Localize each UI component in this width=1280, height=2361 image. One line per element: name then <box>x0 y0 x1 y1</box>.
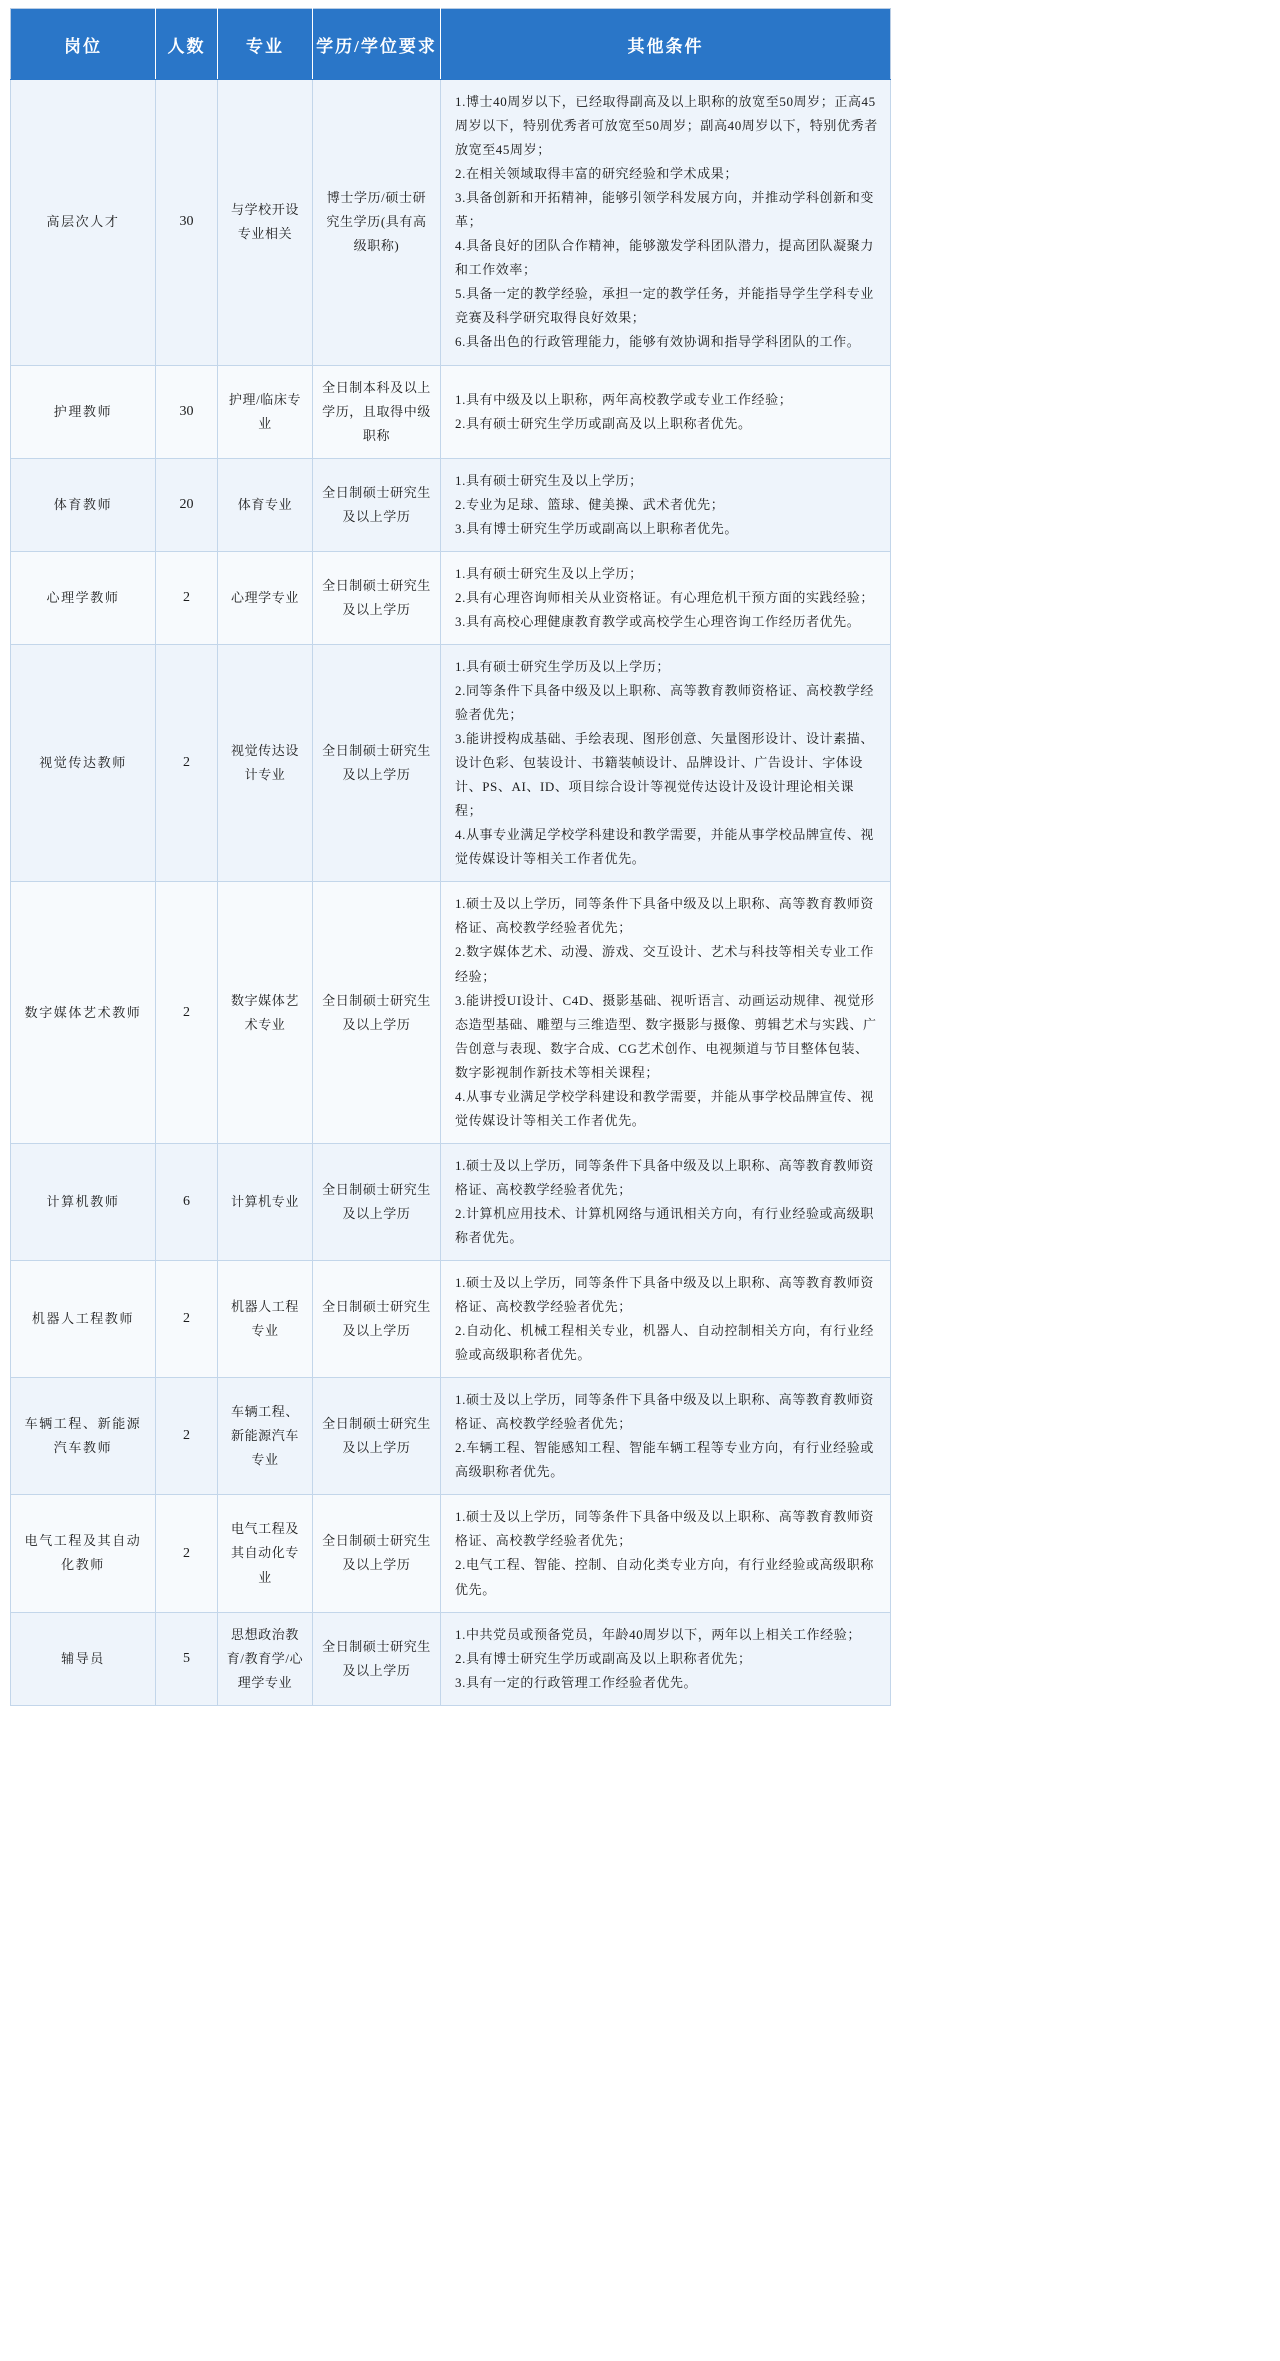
cell-degree: 全日制硕士研究生及以上学历 <box>313 644 441 881</box>
cell-major: 电气工程及其自动化专业 <box>218 1495 313 1612</box>
condition-line: 2.具有硕士研究生学历或副高及以上职称者优先。 <box>455 415 752 431</box>
column-header-post: 岗位 <box>11 9 156 80</box>
cell-major: 心理学专业 <box>218 551 313 644</box>
condition-line: 2.具有心理咨询师相关从业资格证。有心理危机干预方面的实践经验； <box>455 589 874 605</box>
condition-line: 2.在相关领域取得丰富的研究经验和学术成果； <box>455 166 738 182</box>
cell-major: 数字媒体艺术专业 <box>218 882 313 1143</box>
cell-other-conditions <box>441 1612 891 1705</box>
table-row <box>11 1143 891 1260</box>
column-header-major: 专业 <box>218 9 313 80</box>
cell-degree: 全日制硕士研究生及以上学历 <box>313 1495 441 1612</box>
cell-other-conditions <box>441 1143 891 1260</box>
table-row <box>11 1495 891 1612</box>
condition-line: 3.具有一定的行政管理工作经验者优先。 <box>455 1674 698 1690</box>
cell-major: 与学校开设专业相关 <box>218 80 313 366</box>
cell-post: 高层次人才 <box>11 80 156 366</box>
table-row <box>11 458 891 551</box>
cell-other-conditions <box>441 1261 891 1378</box>
cell-other-conditions <box>441 1495 891 1612</box>
cell-major: 思想政治教育/教育学/心理学专业 <box>218 1612 313 1705</box>
table-body <box>11 80 891 1706</box>
cell-post: 辅导员 <box>11 1612 156 1705</box>
condition-line: 3.能讲授构成基础、手绘表现、图形创意、矢量图形设计、设计素描、设计色彩、包装设计、书籍装帧设计、品牌设计、广告设计、字体设计、PS、AI、ID、项目综合设计等视觉传达设计及设计理论相关课程； <box>455 731 874 819</box>
cell-major: 计算机专业 <box>218 1143 313 1260</box>
condition-line: 1.具有硕士研究生学历及以上学历； <box>455 658 670 674</box>
condition-line: 6.具备出色的行政管理能力，能够有效协调和指导学科团队的工作。 <box>455 334 861 350</box>
condition-line: 5.具备一定的教学经验，承担一定的教学任务，并能指导学生学科专业竞赛及科学研究取得良好效果； <box>455 286 874 326</box>
cell-count: 2 <box>156 882 218 1143</box>
cell-degree: 全日制硕士研究生及以上学历 <box>313 882 441 1143</box>
condition-line: 3.具有博士研究生学历或副高以上职称者优先。 <box>455 520 738 536</box>
table-header <box>11 9 891 80</box>
cell-degree: 全日制硕士研究生及以上学历 <box>313 1378 441 1495</box>
cell-post: 计算机教师 <box>11 1143 156 1260</box>
table-header-row <box>11 9 891 80</box>
column-header-count: 人数 <box>156 9 218 80</box>
condition-line: 3.具有高校心理健康教育教学或高校学生心理咨询工作经历者优先。 <box>455 613 861 629</box>
cell-count: 30 <box>156 80 218 366</box>
condition-line: 1.中共党员或预备党员，年龄40周岁以下，两年以上相关工作经验； <box>455 1626 861 1642</box>
cell-major: 体育专业 <box>218 458 313 551</box>
condition-line: 2.计算机应用技术、计算机网络与通讯相关方向，有行业经验或高级职称者优先。 <box>455 1205 874 1245</box>
condition-line: 2.自动化、机械工程相关专业，机器人、自动控制相关方向，有行业经验或高级职称者优先。 <box>455 1323 874 1363</box>
table-row <box>11 365 891 458</box>
cell-degree: 全日制硕士研究生及以上学历 <box>313 551 441 644</box>
condition-line: 2.专业为足球、篮球、健美操、武术者优先； <box>455 496 725 512</box>
condition-line: 1.具有硕士研究生及以上学历； <box>455 472 643 488</box>
cell-count: 5 <box>156 1612 218 1705</box>
cell-other-conditions <box>441 80 891 366</box>
table-row <box>11 1612 891 1705</box>
column-header-other: 其他条件 <box>441 9 891 80</box>
condition-line: 1.硕士及以上学历，同等条件下具备中级及以上职称、高等教育教师资格证、高校教学经验者优先； <box>455 1157 874 1197</box>
table-row <box>11 882 891 1143</box>
cell-other-conditions <box>441 365 891 458</box>
cell-post: 体育教师 <box>11 458 156 551</box>
condition-line: 2.车辆工程、智能感知工程、智能车辆工程等专业方向，有行业经验或高级职称者优先。 <box>455 1440 874 1480</box>
cell-degree: 全日制硕士研究生及以上学历 <box>313 1261 441 1378</box>
cell-count: 30 <box>156 365 218 458</box>
job-listing-table <box>10 8 891 1706</box>
table-row <box>11 1378 891 1495</box>
condition-line: 3.能讲授UI设计、C4D、摄影基础、视听语言、动画运动规律、视觉形态造型基础、雕塑与三维造型、数字摄影与摄像、剪辑艺术与实践、广告创意与表现、数字合成、CG艺术创作、电视频道与节目整体包装、数字影视制作新技术等相关课程； <box>455 992 877 1080</box>
cell-other-conditions <box>441 882 891 1143</box>
condition-line: 1.博士40周岁以下，已经取得副高及以上职称的放宽至50周岁；正高45周岁以下，特别优秀者可放宽至50周岁；副高40周岁以下，特别优秀者放宽至45周岁； <box>455 94 878 158</box>
cell-degree: 博士学历/硕士研究生学历(具有高级职称) <box>313 80 441 366</box>
column-header-degree: 学历/学位要求 <box>313 9 441 80</box>
cell-count: 2 <box>156 551 218 644</box>
cell-post: 电气工程及其自动化教师 <box>11 1495 156 1612</box>
cell-major: 视觉传达设计专业 <box>218 644 313 881</box>
cell-count: 2 <box>156 1261 218 1378</box>
cell-major: 护理/临床专业 <box>218 365 313 458</box>
cell-post: 机器人工程教师 <box>11 1261 156 1378</box>
condition-line: 1.具有中级及以上职称，两年高校教学或专业工作经验； <box>455 391 793 407</box>
cell-count: 6 <box>156 1143 218 1260</box>
condition-line: 2.电气工程、智能、控制、自动化类专业方向，有行业经验或高级职称优先。 <box>455 1557 874 1597</box>
condition-line: 2.数字媒体艺术、动漫、游戏、交互设计、艺术与科技等相关专业工作经验； <box>455 944 874 984</box>
condition-line: 1.硕士及以上学历，同等条件下具备中级及以上职称、高等教育教师资格证、高校教学经验者优先； <box>455 896 874 936</box>
cell-post: 车辆工程、新能源汽车教师 <box>11 1378 156 1495</box>
cell-count: 2 <box>156 1378 218 1495</box>
cell-count: 20 <box>156 458 218 551</box>
cell-other-conditions <box>441 458 891 551</box>
cell-degree: 全日制硕士研究生及以上学历 <box>313 1612 441 1705</box>
condition-line: 4.从事专业满足学校学科建设和教学需要，并能从事学校品牌宣传、视觉传媒设计等相关工作者优先。 <box>455 1088 874 1128</box>
condition-line: 4.从事专业满足学校学科建设和教学需要，并能从事学校品牌宣传、视觉传媒设计等相关工作者优先。 <box>455 827 874 867</box>
cell-other-conditions <box>441 551 891 644</box>
condition-line: 1.硕士及以上学历，同等条件下具备中级及以上职称、高等教育教师资格证、高校教学经验者优先； <box>455 1275 874 1315</box>
cell-major: 机器人工程专业 <box>218 1261 313 1378</box>
condition-line: 4.具备良好的团队合作精神，能够激发学科团队潜力，提高团队凝聚力和工作效率； <box>455 238 874 278</box>
cell-post: 心理学教师 <box>11 551 156 644</box>
table-row <box>11 551 891 644</box>
cell-post: 护理教师 <box>11 365 156 458</box>
table-row <box>11 1261 891 1378</box>
condition-line: 1.硕士及以上学历，同等条件下具备中级及以上职称、高等教育教师资格证、高校教学经验者优先； <box>455 1509 874 1549</box>
cell-degree: 全日制硕士研究生及以上学历 <box>313 1143 441 1260</box>
cell-other-conditions <box>441 644 891 881</box>
condition-line: 1.具有硕士研究生及以上学历； <box>455 565 643 581</box>
table-row <box>11 80 891 366</box>
cell-degree: 全日制本科及以上学历，且取得中级职称 <box>313 365 441 458</box>
condition-line: 1.硕士及以上学历，同等条件下具备中级及以上职称、高等教育教师资格证、高校教学经验者优先； <box>455 1392 874 1432</box>
cell-degree: 全日制硕士研究生及以上学历 <box>313 458 441 551</box>
cell-post: 数字媒体艺术教师 <box>11 882 156 1143</box>
condition-line: 2.具有博士研究生学历或副高及以上职称者优先； <box>455 1650 752 1666</box>
cell-count: 2 <box>156 644 218 881</box>
cell-other-conditions <box>441 1378 891 1495</box>
cell-post: 视觉传达教师 <box>11 644 156 881</box>
table-row <box>11 644 891 881</box>
cell-count: 2 <box>156 1495 218 1612</box>
condition-line: 2.同等条件下具备中级及以上职称、高等教育教师资格证、高校教学经验者优先； <box>455 682 874 723</box>
cell-major: 车辆工程、新能源汽车专业 <box>218 1378 313 1495</box>
condition-line: 3.具备创新和开拓精神，能够引领学科发展方向，并推动学科创新和变革； <box>455 190 874 230</box>
